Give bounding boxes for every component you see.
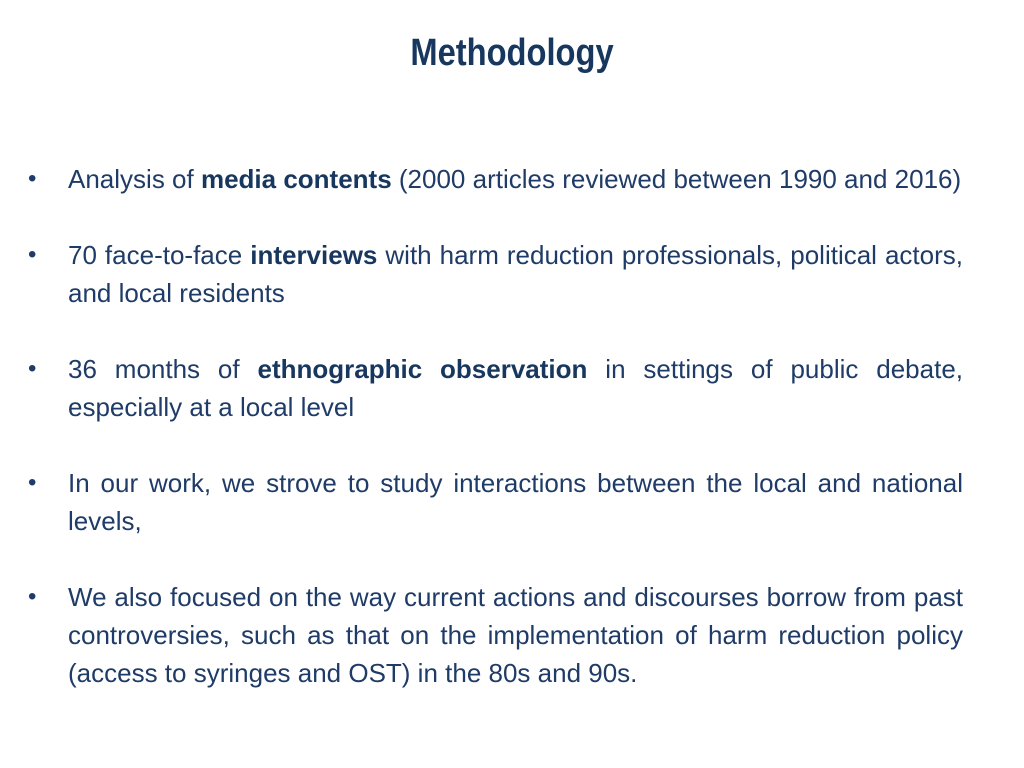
bullet-text-plain: Analysis of: [68, 164, 201, 194]
bullet-text-plain: 36 months of: [68, 354, 258, 384]
bullet-text-plain: in settings of public debate, especially at a local level: [68, 354, 963, 422]
bullet-text: [68, 236, 963, 312]
bullet-item-past-controversies: [0, 578, 1024, 692]
bullet-item-media-contents: [0, 160, 1024, 198]
bullet-item-interviews: [0, 236, 1024, 312]
bullet-text-bold: media contents: [200, 164, 392, 194]
bullet-dot-icon: •: [28, 241, 37, 268]
bullet-dot-icon: •: [28, 583, 37, 610]
bullet-text: [68, 578, 963, 692]
bullet-text: [68, 464, 963, 540]
bullet-dot-icon: •: [28, 355, 37, 382]
bullet-text-plain: 70 face-to-face: [68, 240, 251, 270]
bullet-text-plain: (2000 articles reviewed between 1990 and 2016): [391, 164, 962, 194]
slide-title: Methodology: [410, 32, 614, 74]
bullet-item-interactions: [0, 464, 1024, 540]
bullet-item-ethnographic-observation: [0, 350, 1024, 426]
bullet-text-bold: ethnographic observation: [257, 354, 588, 384]
bullet-list: [0, 160, 1024, 730]
bullet-text-plain: We also focused on the way current actions and discourses borrow from past controversies, such as that on the implementation of harm reduction policy (access to syringes and OST) in the 80s and 90s.: [68, 582, 963, 688]
bullet-text: [68, 160, 963, 198]
bullet-text-plain: In our work, we strove to study interactions between the local and national levels,: [68, 468, 963, 536]
bullet-text-bold: interviews: [250, 240, 378, 270]
bullet-text: [68, 350, 963, 426]
bullet-dot-icon: •: [28, 165, 37, 192]
bullet-dot-icon: •: [28, 469, 37, 496]
bullet-text-plain: with harm reduction professionals, political actors, and local residents: [68, 240, 963, 308]
